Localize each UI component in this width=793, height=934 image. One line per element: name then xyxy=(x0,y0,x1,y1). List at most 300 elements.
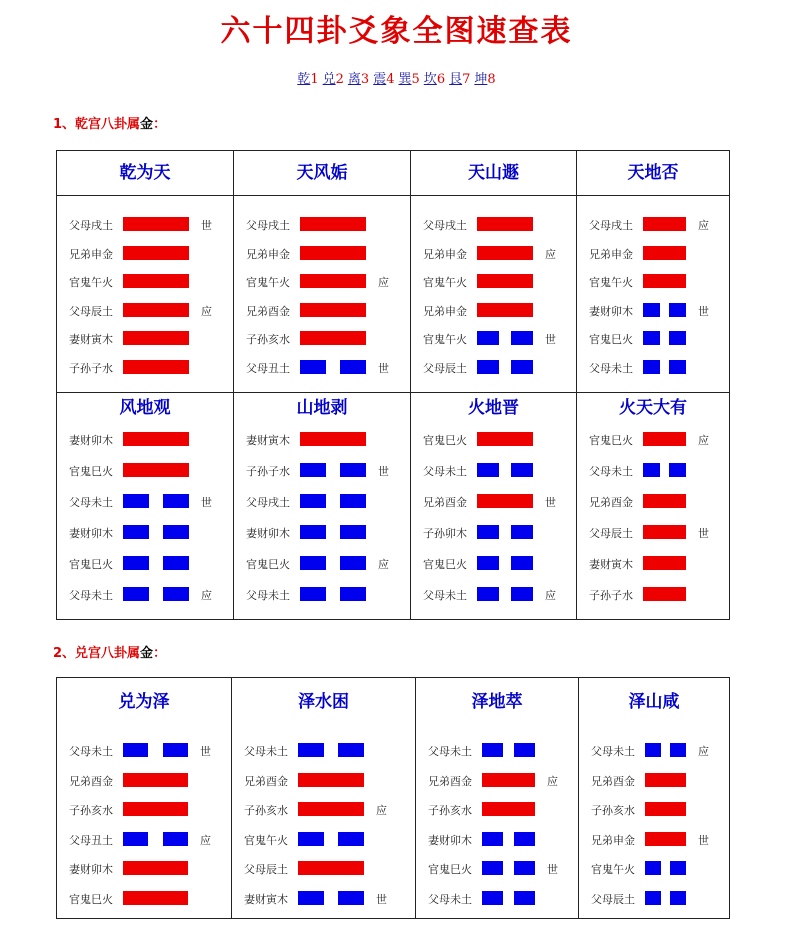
yao-label: 妻财卯木 xyxy=(69,434,113,447)
yin-line-bar xyxy=(511,587,533,601)
hexagram-name: 天风姤 xyxy=(234,151,410,196)
yao-line xyxy=(579,742,729,758)
yao-line xyxy=(579,772,729,788)
hexagram-name: 山地剥 xyxy=(296,398,348,418)
yin-line-bar xyxy=(300,494,326,508)
yang-line-bar xyxy=(298,861,364,875)
yin-line-bar xyxy=(300,587,326,601)
yin-line-bar xyxy=(645,861,661,875)
yin-line-bar xyxy=(338,832,364,846)
yin-line-bar xyxy=(340,360,366,374)
yao-line xyxy=(232,860,415,876)
yang-line-bar xyxy=(643,525,686,539)
yin-line-bar xyxy=(643,360,660,374)
yao-label: 官鬼巳火 xyxy=(423,558,467,571)
yin-line-bar xyxy=(338,891,364,905)
yao-line xyxy=(234,359,410,375)
shi-ying-mark: 世 xyxy=(376,892,387,906)
yao-line xyxy=(411,555,576,571)
yin-line-bar xyxy=(298,743,324,757)
yao-line xyxy=(411,462,576,478)
yao-label: 子孙子水 xyxy=(246,465,290,478)
section-colon: ： xyxy=(153,117,167,132)
yao-label: 妻财卯木 xyxy=(428,833,472,847)
yao-label: 父母未土 xyxy=(589,361,633,375)
section-heading-text: 1、乾宫八卦属 xyxy=(53,117,141,132)
yao-label: 官鬼巳火 xyxy=(69,892,113,906)
yin-line-bar xyxy=(670,861,686,875)
yin-line-bar xyxy=(477,556,499,570)
yang-line-bar xyxy=(643,494,686,508)
hexagram-lines xyxy=(411,423,576,619)
nav-item-number: 2 xyxy=(335,72,344,87)
yao-label: 兄弟酉金 xyxy=(591,774,635,788)
hexagram-cell xyxy=(411,393,577,620)
shi-ying-mark: 应 xyxy=(698,434,709,447)
yao-line xyxy=(411,586,576,602)
shi-ying-mark: 应 xyxy=(378,276,389,289)
yao-line xyxy=(411,493,576,509)
yao-line xyxy=(232,772,415,788)
yin-line-bar xyxy=(511,556,533,570)
shi-ying-mark: 世 xyxy=(200,745,211,758)
yang-line-bar xyxy=(645,773,686,787)
yin-line-bar xyxy=(645,743,661,757)
yao-line xyxy=(57,772,231,788)
shi-ying-mark: 应 xyxy=(547,774,558,788)
yao-label: 官鬼午火 xyxy=(423,333,467,346)
yao-line xyxy=(234,493,410,509)
hexagram-lines xyxy=(57,726,231,918)
yao-label: 父母未土 xyxy=(589,465,633,478)
yang-line-bar xyxy=(300,331,366,345)
yao-line xyxy=(57,801,231,817)
yang-line-bar xyxy=(300,432,366,446)
hexagram-name: 泽地萃 xyxy=(471,692,523,712)
yao-line xyxy=(234,330,410,346)
yang-line-bar xyxy=(643,217,686,231)
yao-line xyxy=(57,742,231,758)
yang-line-bar xyxy=(123,773,188,787)
yao-line xyxy=(57,330,233,346)
yin-line-bar xyxy=(669,463,686,477)
yao-line xyxy=(234,462,410,478)
yin-line-bar xyxy=(300,360,326,374)
yin-line-bar xyxy=(340,556,366,570)
yin-line-bar xyxy=(477,463,499,477)
yao-line xyxy=(57,245,233,261)
yao-line xyxy=(234,273,410,289)
hexagram-cell xyxy=(234,151,411,393)
nav-item[interactable] xyxy=(424,72,445,87)
yao-label: 父母未土 xyxy=(69,589,113,602)
yang-line-bar xyxy=(123,891,188,905)
yao-line xyxy=(577,216,729,232)
yao-line xyxy=(411,431,576,447)
yao-label: 妻财寅木 xyxy=(244,892,288,906)
hexagram-name: 乾为天 xyxy=(57,151,233,196)
hexagram-lines xyxy=(57,423,233,619)
yin-line-bar xyxy=(514,891,535,905)
yao-label: 官鬼巳火 xyxy=(69,465,113,478)
yao-line xyxy=(411,245,576,261)
yang-line-bar xyxy=(477,303,533,317)
yao-line xyxy=(416,772,578,788)
page-title: 六十四卦爻象全图速查表 xyxy=(220,14,573,49)
yin-line-bar xyxy=(477,587,499,601)
yang-line-bar xyxy=(300,303,366,317)
yang-line-bar xyxy=(300,274,366,288)
yin-line-bar xyxy=(123,743,148,757)
yao-label: 妻财寅木 xyxy=(246,434,290,447)
yao-label: 兄弟申金 xyxy=(591,833,635,847)
yin-line-bar xyxy=(123,587,149,601)
yao-label: 兄弟酉金 xyxy=(428,774,472,788)
yao-label: 兄弟申金 xyxy=(69,247,113,261)
yao-label: 官鬼午火 xyxy=(246,276,290,289)
hexagram-lines xyxy=(579,726,729,918)
hexagram-name: 火天大有 xyxy=(619,398,687,418)
yao-line xyxy=(57,493,233,509)
yao-label: 父母辰土 xyxy=(423,361,467,375)
yao-label: 官鬼巳火 xyxy=(246,558,290,571)
yao-line xyxy=(411,273,576,289)
yang-line-bar xyxy=(477,217,533,231)
nav-item-number: 8 xyxy=(487,72,496,87)
yao-line xyxy=(577,462,729,478)
yao-label: 子孙亥水 xyxy=(246,333,290,346)
yao-line xyxy=(232,831,415,847)
yin-line-bar xyxy=(300,463,326,477)
yang-line-bar xyxy=(477,246,533,260)
yin-line-bar xyxy=(298,891,324,905)
yao-line xyxy=(416,890,578,906)
nav-item-name[interactable]: 离 xyxy=(347,72,361,87)
section-heading-text: 2、兑宫八卦属 xyxy=(53,646,141,661)
yin-line-bar xyxy=(123,494,149,508)
yao-line xyxy=(234,302,410,318)
nav-item[interactable] xyxy=(323,72,344,87)
yang-line-bar xyxy=(123,463,189,477)
yin-line-bar xyxy=(338,743,364,757)
yin-line-bar xyxy=(163,832,188,846)
yin-line-bar xyxy=(477,331,499,345)
shi-ying-mark: 世 xyxy=(545,496,556,509)
section-heading-1 xyxy=(53,113,166,132)
yin-line-bar xyxy=(643,331,660,345)
yao-label: 父母戌土 xyxy=(589,219,633,232)
hexagram-lines xyxy=(234,196,410,392)
yao-line xyxy=(57,524,233,540)
yin-line-bar xyxy=(123,525,149,539)
shi-ying-mark: 世 xyxy=(545,333,556,346)
hexagram-cell xyxy=(234,393,411,620)
shi-ying-mark: 世 xyxy=(378,361,389,375)
yao-label: 官鬼午火 xyxy=(244,833,288,847)
yang-line-bar xyxy=(477,432,533,446)
shi-ying-mark: 世 xyxy=(698,304,709,318)
yin-line-bar xyxy=(123,832,148,846)
yang-line-bar xyxy=(477,274,533,288)
yao-line xyxy=(57,216,233,232)
shi-ying-mark: 世 xyxy=(698,833,709,847)
yao-label: 兄弟申金 xyxy=(423,247,467,261)
yao-label: 兄弟申金 xyxy=(589,247,633,261)
yao-label: 妻财卯木 xyxy=(589,304,633,318)
yang-line-bar xyxy=(123,432,189,446)
nav-item-name[interactable]: 震 xyxy=(373,72,387,87)
hexagram-cell xyxy=(57,393,234,620)
yao-label: 父母戌土 xyxy=(69,219,113,232)
yin-line-bar xyxy=(670,743,686,757)
yao-line xyxy=(579,860,729,876)
hexagram-cell xyxy=(577,151,730,393)
nav-item[interactable] xyxy=(373,72,394,87)
shi-ying-mark: 应 xyxy=(201,589,212,602)
yao-line xyxy=(577,586,729,602)
shi-ying-mark: 应 xyxy=(378,558,389,571)
yao-label: 父母丑土 xyxy=(69,833,113,847)
yin-line-bar xyxy=(511,331,533,345)
yin-line-bar xyxy=(511,525,533,539)
yao-label: 父母未土 xyxy=(591,745,635,758)
yang-line-bar xyxy=(298,802,364,816)
nav-item-number: 7 xyxy=(462,72,471,87)
yao-label: 父母未土 xyxy=(428,892,472,906)
yao-line xyxy=(411,524,576,540)
yang-line-bar xyxy=(123,303,189,317)
yao-line xyxy=(57,302,233,318)
hexagram-lines xyxy=(577,423,729,619)
yao-label: 父母戌土 xyxy=(423,219,467,232)
yao-label: 官鬼巳火 xyxy=(589,434,633,447)
shi-ying-mark: 应 xyxy=(201,304,212,318)
shi-ying-mark: 应 xyxy=(698,219,709,232)
yang-line-bar xyxy=(643,587,686,601)
nav-item-name[interactable]: 艮 xyxy=(449,72,463,87)
yao-line xyxy=(57,462,233,478)
yin-line-bar xyxy=(298,832,324,846)
hexagram-name: 天地否 xyxy=(577,151,729,196)
yin-line-bar xyxy=(163,525,189,539)
shi-ying-mark: 世 xyxy=(378,465,389,478)
yang-line-bar xyxy=(482,802,535,816)
yao-label: 兄弟酉金 xyxy=(69,774,113,788)
yang-line-bar xyxy=(482,773,535,787)
yang-line-bar xyxy=(123,802,188,816)
shi-ying-mark: 世 xyxy=(547,863,558,876)
yao-label: 官鬼巳火 xyxy=(423,434,467,447)
yin-line-bar xyxy=(643,303,660,317)
shi-ying-mark: 世 xyxy=(201,496,212,509)
yin-line-bar xyxy=(123,556,149,570)
yao-line xyxy=(416,860,578,876)
yao-line xyxy=(57,586,233,602)
yin-line-bar xyxy=(163,494,189,508)
hexagram-lines xyxy=(411,196,576,392)
yin-line-bar xyxy=(482,891,503,905)
hexagram-name: 兑为泽 xyxy=(118,692,170,712)
nav-item[interactable] xyxy=(348,72,369,87)
shi-ying-mark: 世 xyxy=(698,527,709,540)
shi-ying-mark: 应 xyxy=(698,745,709,758)
yin-line-bar xyxy=(482,861,503,875)
yao-line xyxy=(579,801,729,817)
yin-line-bar xyxy=(300,525,326,539)
yao-label: 官鬼午火 xyxy=(69,276,113,289)
hexagram-lines xyxy=(57,196,233,392)
yao-line xyxy=(577,524,729,540)
yin-line-bar xyxy=(163,556,189,570)
yang-line-bar xyxy=(643,432,686,446)
nav-item[interactable] xyxy=(474,72,495,87)
nav-item-number: 6 xyxy=(436,72,446,87)
yao-label: 子孙亥水 xyxy=(428,804,472,817)
yao-line xyxy=(577,431,729,447)
hexagram-table-dui xyxy=(56,677,730,919)
nav-item-number: 1 xyxy=(310,72,319,87)
yao-label: 父母未土 xyxy=(423,589,467,602)
yao-label: 妻财卯木 xyxy=(246,527,290,540)
nav-item-name[interactable]: 坎 xyxy=(423,72,437,87)
section-heading-2 xyxy=(53,642,166,661)
yao-label: 兄弟申金 xyxy=(423,304,467,318)
yao-label: 妻财卯木 xyxy=(69,527,113,540)
yang-line-bar xyxy=(123,217,189,231)
yao-label: 父母未土 xyxy=(69,745,113,758)
yin-line-bar xyxy=(340,587,366,601)
yang-line-bar xyxy=(645,832,686,846)
hexagram-cell xyxy=(411,151,577,393)
yao-line xyxy=(411,302,576,318)
hexagram-cell xyxy=(57,678,232,919)
yao-line xyxy=(577,330,729,346)
yin-line-bar xyxy=(300,556,326,570)
nav-item-number: 5 xyxy=(411,72,420,87)
yin-line-bar xyxy=(511,463,533,477)
yao-line xyxy=(57,555,233,571)
yao-line xyxy=(411,330,576,346)
yao-label: 兄弟酉金 xyxy=(423,496,467,509)
yao-line xyxy=(577,245,729,261)
yao-label: 妻财寅木 xyxy=(69,333,113,346)
yao-label: 官鬼午火 xyxy=(423,276,467,289)
nav-item[interactable] xyxy=(449,72,470,87)
yao-line xyxy=(416,801,578,817)
yao-label: 父母辰土 xyxy=(589,527,633,540)
yao-label: 父母辰土 xyxy=(591,892,635,906)
yin-line-bar xyxy=(669,331,686,345)
hexagram-lines xyxy=(416,726,578,918)
section-colon: ： xyxy=(153,646,167,661)
yao-line xyxy=(577,555,729,571)
yao-label: 子孙子水 xyxy=(69,361,113,375)
yang-line-bar xyxy=(643,556,686,570)
yin-line-bar xyxy=(511,360,533,374)
yin-line-bar xyxy=(643,463,660,477)
yao-line xyxy=(577,273,729,289)
hexagram-cell xyxy=(416,678,579,919)
yao-line xyxy=(57,890,231,906)
nav-item-name[interactable]: 坤 xyxy=(474,72,488,87)
hexagram-cell xyxy=(579,678,730,919)
yang-line-bar xyxy=(477,494,533,508)
yin-line-bar xyxy=(163,743,188,757)
hexagram-name: 天山遯 xyxy=(411,151,576,196)
yao-label: 兄弟酉金 xyxy=(246,304,290,318)
yang-line-bar xyxy=(123,331,189,345)
yao-line xyxy=(57,860,231,876)
yao-label: 父母未土 xyxy=(423,465,467,478)
yao-line xyxy=(234,555,410,571)
yao-label: 官鬼午火 xyxy=(589,276,633,289)
yang-line-bar xyxy=(298,773,364,787)
nav-item-name[interactable]: 兑 xyxy=(322,72,336,87)
yao-line xyxy=(577,359,729,375)
yao-line xyxy=(416,831,578,847)
yao-label: 兄弟酉金 xyxy=(244,774,288,788)
yao-line xyxy=(234,245,410,261)
yao-line xyxy=(232,890,415,906)
yao-label: 兄弟酉金 xyxy=(589,496,633,509)
yin-line-bar xyxy=(163,587,189,601)
shi-ying-mark: 世 xyxy=(201,219,212,232)
yao-label: 父母戌土 xyxy=(246,219,290,232)
hexagram-name: 泽山咸 xyxy=(628,692,680,712)
yao-line xyxy=(411,216,576,232)
hexagram-cell xyxy=(57,151,234,393)
yao-label: 兄弟申金 xyxy=(246,247,290,261)
yao-line xyxy=(57,273,233,289)
yao-label: 官鬼巳火 xyxy=(69,558,113,571)
section-element: 金 xyxy=(140,117,154,132)
yao-label: 官鬼午火 xyxy=(591,863,635,876)
yang-line-bar xyxy=(643,246,686,260)
yao-line xyxy=(234,524,410,540)
nav-item[interactable] xyxy=(399,72,420,87)
hexagram-name: 风地观 xyxy=(119,398,171,418)
shi-ying-mark: 应 xyxy=(200,833,211,847)
yang-line-bar xyxy=(643,274,686,288)
yin-line-bar xyxy=(514,743,535,757)
yao-line xyxy=(234,216,410,232)
yao-line xyxy=(416,742,578,758)
nav-item-name[interactable]: 乾 xyxy=(297,72,311,87)
yin-line-bar xyxy=(340,494,366,508)
yao-label: 子孙卯木 xyxy=(423,527,467,540)
yao-line xyxy=(411,359,576,375)
yao-line xyxy=(57,431,233,447)
yao-line xyxy=(577,302,729,318)
yang-line-bar xyxy=(123,861,188,875)
section-element: 金 xyxy=(140,646,154,661)
yao-label: 官鬼巳火 xyxy=(589,333,633,346)
yao-line xyxy=(579,890,729,906)
yao-label: 子孙亥水 xyxy=(69,804,113,817)
yao-line xyxy=(234,431,410,447)
yin-line-bar xyxy=(477,525,499,539)
shi-ying-mark: 应 xyxy=(376,804,387,817)
yang-line-bar xyxy=(300,217,366,231)
yao-label: 父母未土 xyxy=(244,745,288,758)
nav-item[interactable] xyxy=(297,72,318,87)
yin-line-bar xyxy=(514,832,535,846)
hexagram-name: 火地晋 xyxy=(468,398,519,418)
nav-item-name[interactable]: 巽 xyxy=(398,72,412,87)
yao-label: 子孙亥水 xyxy=(591,804,635,817)
yin-line-bar xyxy=(514,861,535,875)
shi-ying-mark: 应 xyxy=(545,247,556,261)
